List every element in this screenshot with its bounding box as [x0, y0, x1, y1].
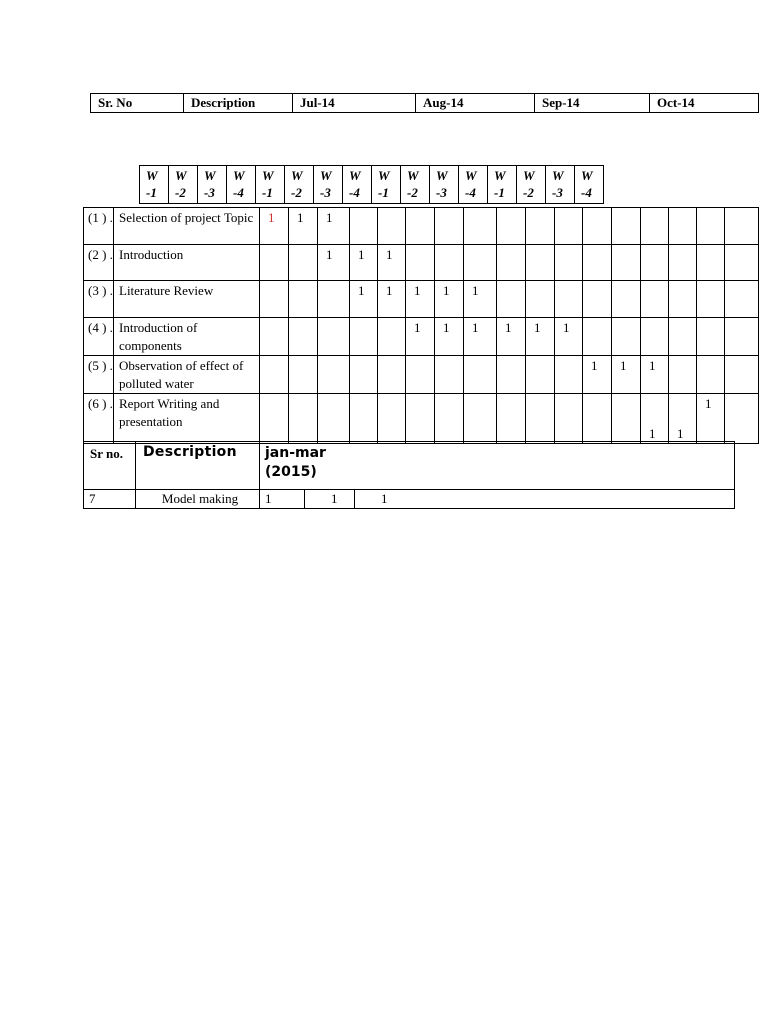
schedule-cell	[669, 356, 697, 394]
schedule-cell	[725, 245, 759, 281]
schedule-cell: 1	[464, 281, 497, 318]
phase2-header-row	[84, 442, 735, 490]
schedule-cell	[289, 394, 318, 444]
month-jul: Jul-14	[293, 94, 416, 113]
schedule-cell	[612, 245, 641, 281]
schedule-cell	[378, 356, 406, 394]
schedule-cell: 1	[406, 281, 435, 318]
schedule-cell	[669, 318, 697, 356]
schedule-cell: 1	[350, 245, 378, 281]
schedule-cell	[318, 318, 350, 356]
schedule-cell: 1	[464, 318, 497, 356]
schedule-cell	[583, 281, 612, 318]
schedule-table	[83, 207, 759, 444]
schedule-cell	[669, 245, 697, 281]
schedule-row	[84, 245, 759, 281]
schedule-cell	[612, 318, 641, 356]
schedule-description: Report Writing and presentation	[114, 394, 260, 444]
schedule-cell: 1	[318, 208, 350, 245]
schedule-cell	[350, 318, 378, 356]
schedule-cell	[697, 356, 725, 394]
schedule-cell	[435, 356, 464, 394]
schedule-cell: 1	[641, 356, 669, 394]
schedule-cell	[583, 318, 612, 356]
schedule-cell	[555, 394, 583, 444]
schedule-cell	[289, 245, 318, 281]
schedule-row	[84, 394, 759, 444]
schedule-cell	[406, 356, 435, 394]
schedule-cell	[555, 208, 583, 245]
schedule-cell	[583, 208, 612, 245]
schedule-description: Observation of effect of polluted water	[114, 356, 260, 394]
week-label: W -1	[372, 166, 401, 204]
week-label: W -3	[314, 166, 343, 204]
schedule-cell	[497, 208, 526, 245]
schedule-cell	[497, 281, 526, 318]
schedule-description: Literature Review	[114, 281, 260, 318]
schedule-cell	[497, 245, 526, 281]
phase2-mark-3: 1	[355, 490, 735, 509]
schedule-cell: 1	[555, 318, 583, 356]
week-label: W -4	[575, 166, 604, 204]
schedule-sr-no: (2 ) .	[84, 245, 114, 281]
schedule-description: Introduction	[114, 245, 260, 281]
schedule-cell	[260, 394, 289, 444]
schedule-cell	[697, 208, 725, 245]
week-label: W -4	[227, 166, 256, 204]
phase2-mark-2: 1	[305, 490, 355, 509]
schedule-cell	[497, 394, 526, 444]
schedule-cell: 1	[641, 394, 669, 444]
week-label: W -2	[169, 166, 198, 204]
schedule-cell	[435, 208, 464, 245]
schedule-cell: 1	[378, 245, 406, 281]
schedule-cell	[318, 394, 350, 444]
week-label: W -4	[343, 166, 372, 204]
week-label-table	[139, 165, 604, 204]
schedule-cell	[497, 356, 526, 394]
schedule-row	[84, 318, 759, 356]
schedule-cell	[641, 208, 669, 245]
schedule-cell	[289, 356, 318, 394]
schedule-sr-no: (3 ) .	[84, 281, 114, 318]
month-aug: Aug-14	[416, 94, 535, 113]
phase2-row-model-making	[84, 490, 735, 509]
phase2-description-header: Description	[136, 442, 260, 490]
month-sep: Sep-14	[535, 94, 650, 113]
schedule-cell: 1	[435, 318, 464, 356]
schedule-cell	[526, 394, 555, 444]
phase2-sr-header: Sr no.	[84, 442, 136, 490]
schedule-cell	[526, 245, 555, 281]
schedule-cell: 1	[406, 318, 435, 356]
description-header: Description	[184, 94, 293, 113]
schedule-cell	[612, 208, 641, 245]
schedule-cell	[555, 356, 583, 394]
phase2-row-description: Model making	[136, 490, 260, 509]
phase2-mark-1: 1	[260, 490, 305, 509]
schedule-cell	[526, 208, 555, 245]
schedule-cell: 1	[378, 281, 406, 318]
schedule-cell	[464, 356, 497, 394]
schedule-sr-no: (5 ) .	[84, 356, 114, 394]
schedule-cell	[526, 356, 555, 394]
schedule-description: Introduction of components	[114, 318, 260, 356]
schedule-cell	[378, 208, 406, 245]
schedule-cell: 1	[435, 281, 464, 318]
schedule-cell	[725, 318, 759, 356]
week-label: W -3	[430, 166, 459, 204]
schedule-body	[84, 208, 759, 444]
schedule-cell: 1	[612, 356, 641, 394]
week-label: W -3	[198, 166, 227, 204]
week-label-row	[140, 166, 604, 204]
schedule-cell	[350, 208, 378, 245]
schedule-cell	[289, 281, 318, 318]
schedule-cell	[464, 245, 497, 281]
schedule-cell	[555, 245, 583, 281]
schedule-cell: 1	[697, 394, 725, 444]
week-label: W -1	[256, 166, 285, 204]
schedule-sr-no: (1 ) .	[84, 208, 114, 245]
week-label: W -1	[488, 166, 517, 204]
schedule-cell	[260, 281, 289, 318]
schedule-description: Selection of project Topic	[114, 208, 260, 245]
week-label: W -2	[401, 166, 430, 204]
phase2-period-label: jan-mar (2015)	[265, 445, 326, 480]
week-label: W -2	[285, 166, 314, 204]
schedule-cell: 1	[318, 245, 350, 281]
schedule-cell	[641, 245, 669, 281]
month-oct: Oct-14	[650, 94, 759, 113]
schedule-cell	[526, 281, 555, 318]
schedule-cell	[350, 394, 378, 444]
schedule-cell	[612, 281, 641, 318]
schedule-cell	[725, 394, 759, 444]
schedule-cell	[435, 245, 464, 281]
schedule-cell	[406, 208, 435, 245]
schedule-cell	[406, 394, 435, 444]
schedule-row	[84, 356, 759, 394]
schedule-cell	[583, 245, 612, 281]
schedule-sr-no: (4 ) .	[84, 318, 114, 356]
schedule-cell	[406, 245, 435, 281]
schedule-row	[84, 208, 759, 245]
schedule-cell: 1	[289, 208, 318, 245]
schedule-cell	[697, 281, 725, 318]
schedule-cell: 1	[526, 318, 555, 356]
schedule-cell	[583, 394, 612, 444]
week-label: W -3	[546, 166, 575, 204]
schedule-cell	[289, 318, 318, 356]
schedule-cell	[641, 318, 669, 356]
schedule-cell: 1	[497, 318, 526, 356]
schedule-cell	[555, 281, 583, 318]
sr-no-header: Sr. No	[91, 94, 184, 113]
schedule-cell	[725, 208, 759, 245]
schedule-cell	[378, 394, 406, 444]
schedule-cell	[669, 208, 697, 245]
week-label: W -4	[459, 166, 488, 204]
month-header-table	[90, 93, 759, 113]
schedule-cell	[350, 356, 378, 394]
schedule-cell	[464, 208, 497, 245]
schedule-cell	[435, 394, 464, 444]
schedule-cell	[725, 356, 759, 394]
month-header-row	[91, 94, 759, 113]
schedule-cell	[669, 281, 697, 318]
schedule-cell	[378, 318, 406, 356]
schedule-cell	[260, 356, 289, 394]
schedule-cell: 1	[350, 281, 378, 318]
phase2-table	[83, 441, 735, 509]
schedule-cell	[318, 356, 350, 394]
schedule-cell: 1	[583, 356, 612, 394]
schedule-cell	[697, 318, 725, 356]
schedule-cell	[260, 245, 289, 281]
phase2-period-header	[260, 442, 735, 490]
week-label: W -1	[140, 166, 169, 204]
schedule-cell	[318, 281, 350, 318]
schedule-cell	[612, 394, 641, 444]
schedule-row	[84, 281, 759, 318]
schedule-cell	[641, 281, 669, 318]
schedule-cell	[464, 394, 497, 444]
schedule-cell: 1	[669, 394, 697, 444]
week-label: W -2	[517, 166, 546, 204]
schedule-cell	[725, 281, 759, 318]
schedule-sr-no: (6 ) .	[84, 394, 114, 444]
phase2-row-sr: 7	[84, 490, 136, 509]
schedule-cell: 1	[260, 208, 289, 245]
schedule-cell	[697, 245, 725, 281]
schedule-cell	[260, 318, 289, 356]
